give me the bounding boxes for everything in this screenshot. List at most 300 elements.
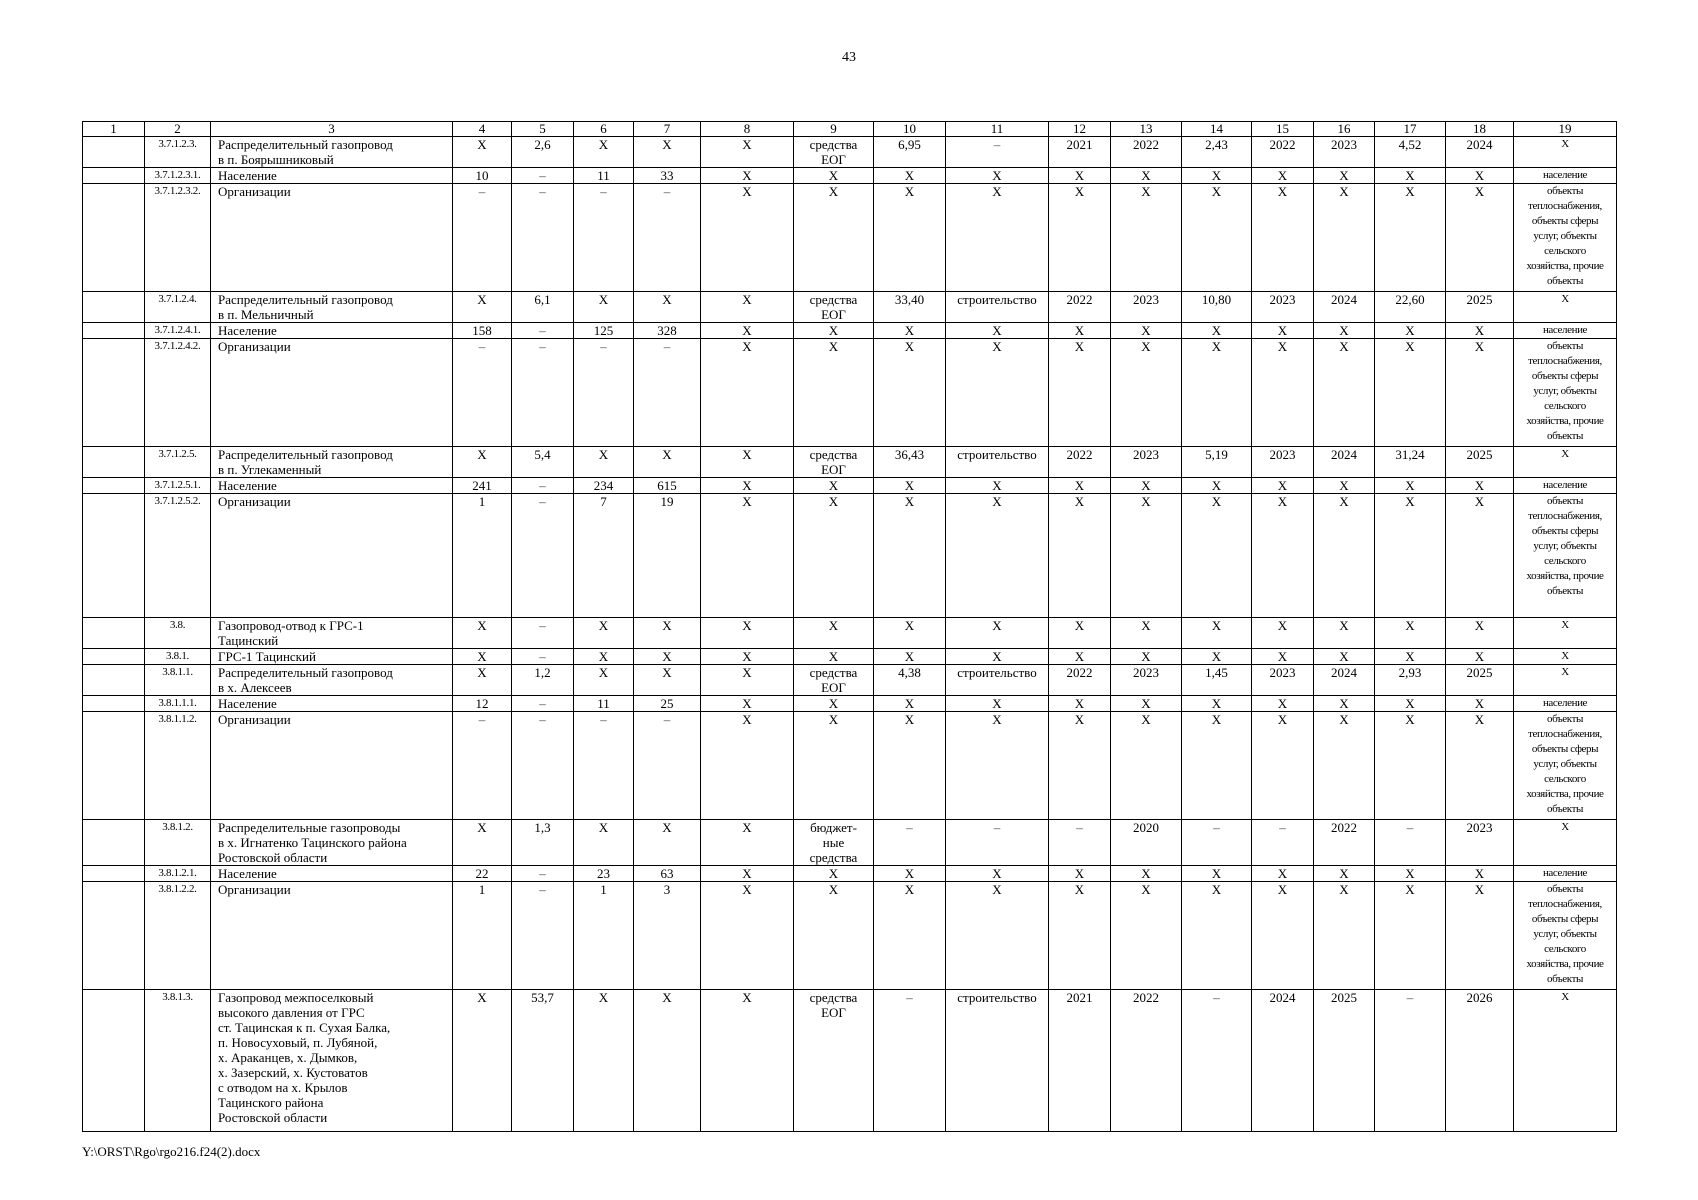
value-cell-col-17: 2,93 [1375, 665, 1446, 696]
value-cell-col-4: 1 [453, 882, 512, 990]
value-cell-col-4: 10 [453, 168, 512, 184]
value-cell-col-19: X [1514, 820, 1617, 866]
value-cell-col-19: население [1514, 866, 1617, 882]
value-cell-col-7: – [634, 712, 701, 820]
value-cell-col-12: X [1049, 168, 1111, 184]
value-cell-col-19: объекты теплоснабжения, объекты сферы услуг, объекты сельского хозяйства, прочие объекты [1514, 184, 1617, 292]
column-number-row [83, 122, 1617, 137]
value-cell-col-11: X [946, 494, 1049, 618]
row-name: Население [211, 323, 453, 339]
value-cell-col-12: X [1049, 323, 1111, 339]
value-cell-col-11: X [946, 478, 1049, 494]
value-cell-col-12: X [1049, 882, 1111, 990]
value-cell-col-8: X [701, 292, 794, 323]
value-cell-col-18: X [1446, 478, 1514, 494]
value-cell-col-15: X [1252, 478, 1314, 494]
column-number-cell: 11 [946, 122, 1049, 137]
value-cell-col-14: X [1182, 712, 1252, 820]
value-cell-col-7: X [634, 447, 701, 478]
value-cell-col-7: 63 [634, 866, 701, 882]
row-code: 3.7.1.2.3. [145, 137, 211, 168]
value-cell-col-13: 2022 [1111, 137, 1182, 168]
value-cell-col-8: X [701, 696, 794, 712]
value-cell-col-15: 2022 [1252, 137, 1314, 168]
value-cell-col-8: X [701, 649, 794, 665]
value-cell-col-16: 2023 [1314, 137, 1375, 168]
value-cell-col-4: X [453, 618, 512, 649]
value-cell-col-12: X [1049, 494, 1111, 618]
value-cell-col-18: X [1446, 323, 1514, 339]
value-cell-col-8: X [701, 494, 794, 618]
value-cell-col-9: X [794, 712, 874, 820]
value-cell-col-13: X [1111, 323, 1182, 339]
value-cell-col-14: 2,43 [1182, 137, 1252, 168]
col1-empty-cell [83, 990, 145, 1132]
value-cell-col-16: 2024 [1314, 665, 1375, 696]
value-cell-col-14: X [1182, 168, 1252, 184]
value-cell-col-4: – [453, 184, 512, 292]
row-code: 3.8.1.1.2. [145, 712, 211, 820]
value-cell-col-16: 2025 [1314, 990, 1375, 1132]
table-row [83, 712, 1617, 820]
value-cell-col-8: X [701, 339, 794, 447]
row-code: 3.7.1.2.3.2. [145, 184, 211, 292]
value-cell-col-8: X [701, 447, 794, 478]
value-cell-col-8: X [701, 866, 794, 882]
value-cell-col-19: X [1514, 618, 1617, 649]
row-name: Распределительный газопровод в п. Боярышниковый [211, 137, 453, 168]
value-cell-col-15: 2024 [1252, 990, 1314, 1132]
value-cell-col-15: X [1252, 323, 1314, 339]
value-cell-col-9: X [794, 866, 874, 882]
value-cell-col-11: X [946, 168, 1049, 184]
value-cell-col-12: X [1049, 618, 1111, 649]
value-cell-col-10: X [874, 712, 946, 820]
value-cell-col-16: 2022 [1314, 820, 1375, 866]
table-row [83, 292, 1617, 323]
value-cell-col-16: X [1314, 696, 1375, 712]
column-number-cell: 16 [1314, 122, 1375, 137]
value-cell-col-5: – [512, 339, 574, 447]
row-code: 3.8.1.2. [145, 820, 211, 866]
value-cell-col-10: – [874, 820, 946, 866]
table-row [83, 168, 1617, 184]
value-cell-col-9: X [794, 618, 874, 649]
value-cell-col-16: X [1314, 712, 1375, 820]
value-cell-col-6: X [574, 990, 634, 1132]
value-cell-col-9: бюджет- ные средства [794, 820, 874, 866]
value-cell-col-17: X [1375, 866, 1446, 882]
value-cell-col-6: X [574, 447, 634, 478]
value-cell-col-13: 2023 [1111, 665, 1182, 696]
value-cell-col-13: X [1111, 712, 1182, 820]
value-cell-col-19: X [1514, 649, 1617, 665]
row-name: Распределительный газопровод в п. Углекаменный [211, 447, 453, 478]
value-cell-col-11: X [946, 339, 1049, 447]
value-cell-col-9: средства ЕОГ [794, 137, 874, 168]
value-cell-col-13: 2023 [1111, 292, 1182, 323]
value-cell-col-6: X [574, 137, 634, 168]
value-cell-col-10: X [874, 184, 946, 292]
value-cell-col-10: X [874, 866, 946, 882]
value-cell-col-10: 36,43 [874, 447, 946, 478]
col1-empty-cell [83, 712, 145, 820]
value-cell-col-13: X [1111, 696, 1182, 712]
value-cell-col-18: 2026 [1446, 990, 1514, 1132]
value-cell-col-4: X [453, 665, 512, 696]
value-cell-col-8: X [701, 478, 794, 494]
value-cell-col-17: 31,24 [1375, 447, 1446, 478]
col1-empty-cell [83, 137, 145, 168]
column-number-cell: 14 [1182, 122, 1252, 137]
value-cell-col-13: X [1111, 649, 1182, 665]
col1-empty-cell [83, 292, 145, 323]
value-cell-col-18: X [1446, 712, 1514, 820]
row-name: Население [211, 168, 453, 184]
value-cell-col-11: X [946, 184, 1049, 292]
row-code: 3.8.1.1.1. [145, 696, 211, 712]
table-row [83, 184, 1617, 292]
value-cell-col-7: – [634, 339, 701, 447]
value-cell-col-12: 2022 [1049, 665, 1111, 696]
value-cell-col-19: X [1514, 990, 1617, 1132]
value-cell-col-12: – [1049, 820, 1111, 866]
value-cell-col-7: 19 [634, 494, 701, 618]
table-row [83, 696, 1617, 712]
row-name: ГРС-1 Тацинский [211, 649, 453, 665]
value-cell-col-6: 11 [574, 696, 634, 712]
row-code: 3.7.1.2.5. [145, 447, 211, 478]
value-cell-col-13: 2023 [1111, 447, 1182, 478]
value-cell-col-9: X [794, 478, 874, 494]
row-code: 3.7.1.2.4.2. [145, 339, 211, 447]
value-cell-col-5: 2,6 [512, 137, 574, 168]
value-cell-col-4: X [453, 990, 512, 1132]
value-cell-col-5: – [512, 478, 574, 494]
value-cell-col-13: 2020 [1111, 820, 1182, 866]
row-name: Население [211, 478, 453, 494]
value-cell-col-11: строительство [946, 990, 1049, 1132]
column-number-cell: 9 [794, 122, 874, 137]
column-number-cell: 4 [453, 122, 512, 137]
value-cell-col-5: – [512, 649, 574, 665]
value-cell-col-6: X [574, 618, 634, 649]
row-code: 3.8. [145, 618, 211, 649]
value-cell-col-9: X [794, 339, 874, 447]
value-cell-col-12: X [1049, 478, 1111, 494]
value-cell-col-12: X [1049, 184, 1111, 292]
footer-file-path: Y:\ORST\Rgo\rgo216.f24(2).docx [82, 1144, 261, 1159]
value-cell-col-18: X [1446, 649, 1514, 665]
table-row [83, 820, 1617, 866]
value-cell-col-8: X [701, 618, 794, 649]
value-cell-col-17: X [1375, 494, 1446, 618]
value-cell-col-10: X [874, 696, 946, 712]
value-cell-col-10: – [874, 990, 946, 1132]
value-cell-col-17: X [1375, 478, 1446, 494]
column-number-cell: 6 [574, 122, 634, 137]
value-cell-col-9: X [794, 184, 874, 292]
col1-empty-cell [83, 696, 145, 712]
value-cell-col-17: X [1375, 184, 1446, 292]
value-cell-col-7: X [634, 820, 701, 866]
value-cell-col-16: X [1314, 882, 1375, 990]
column-number-cell: 13 [1111, 122, 1182, 137]
col1-empty-cell [83, 665, 145, 696]
table-row [83, 494, 1617, 618]
column-number-cell: 18 [1446, 122, 1514, 137]
value-cell-col-11: строительство [946, 292, 1049, 323]
row-code: 3.7.1.2.4. [145, 292, 211, 323]
value-cell-col-7: X [634, 649, 701, 665]
value-cell-col-4: X [453, 820, 512, 866]
value-cell-col-18: X [1446, 618, 1514, 649]
value-cell-col-19: объекты теплоснабжения, объекты сферы услуг, объекты сельского хозяйства, прочие объекты [1514, 882, 1617, 990]
value-cell-col-5: – [512, 696, 574, 712]
value-cell-col-17: X [1375, 649, 1446, 665]
row-code: 3.8.1. [145, 649, 211, 665]
value-cell-col-19: X [1514, 447, 1617, 478]
value-cell-col-15: X [1252, 712, 1314, 820]
value-cell-col-9: X [794, 323, 874, 339]
value-cell-col-13: X [1111, 478, 1182, 494]
table-row [83, 478, 1617, 494]
value-cell-col-14: X [1182, 649, 1252, 665]
value-cell-col-12: 2021 [1049, 137, 1111, 168]
value-cell-col-8: X [701, 168, 794, 184]
value-cell-col-7: X [634, 137, 701, 168]
row-code: 3.7.1.2.5.2. [145, 494, 211, 618]
col1-empty-cell [83, 184, 145, 292]
value-cell-col-17: X [1375, 168, 1446, 184]
data-table [82, 121, 1617, 1132]
value-cell-col-17: X [1375, 618, 1446, 649]
value-cell-col-19: население [1514, 323, 1617, 339]
value-cell-col-14: X [1182, 339, 1252, 447]
table-row [83, 866, 1617, 882]
value-cell-col-14: X [1182, 866, 1252, 882]
col1-empty-cell [83, 494, 145, 618]
value-cell-col-9: X [794, 168, 874, 184]
value-cell-col-9: средства ЕОГ [794, 447, 874, 478]
column-number-cell: 19 [1514, 122, 1617, 137]
column-number-cell: 15 [1252, 122, 1314, 137]
value-cell-col-15: 2023 [1252, 292, 1314, 323]
value-cell-col-10: X [874, 339, 946, 447]
value-cell-col-6: 23 [574, 866, 634, 882]
value-cell-col-15: X [1252, 339, 1314, 447]
value-cell-col-19: объекты теплоснабжения, объекты сферы услуг, объекты сельского хозяйства, прочие объекты [1514, 339, 1617, 447]
value-cell-col-17: 4,52 [1375, 137, 1446, 168]
value-cell-col-17: – [1375, 820, 1446, 866]
value-cell-col-12: 2022 [1049, 292, 1111, 323]
value-cell-col-6: 1 [574, 882, 634, 990]
value-cell-col-15: X [1252, 882, 1314, 990]
value-cell-col-5: 1,2 [512, 665, 574, 696]
value-cell-col-11: – [946, 820, 1049, 866]
value-cell-col-16: X [1314, 184, 1375, 292]
value-cell-col-17: X [1375, 696, 1446, 712]
row-name: Газопровод-отвод к ГРС-1 Тацинский [211, 618, 453, 649]
value-cell-col-18: X [1446, 168, 1514, 184]
value-cell-col-11: X [946, 323, 1049, 339]
row-code: 3.8.1.2.1. [145, 866, 211, 882]
value-cell-col-6: 7 [574, 494, 634, 618]
value-cell-col-4: X [453, 649, 512, 665]
value-cell-col-18: X [1446, 882, 1514, 990]
value-cell-col-14: – [1182, 990, 1252, 1132]
row-name: Организации [211, 712, 453, 820]
col1-empty-cell [83, 866, 145, 882]
value-cell-col-12: X [1049, 866, 1111, 882]
value-cell-col-16: X [1314, 339, 1375, 447]
value-cell-col-11: X [946, 866, 1049, 882]
value-cell-col-11: X [946, 882, 1049, 990]
value-cell-col-12: X [1049, 339, 1111, 447]
value-cell-col-17: 22,60 [1375, 292, 1446, 323]
value-cell-col-9: X [794, 882, 874, 990]
value-cell-col-10: X [874, 323, 946, 339]
value-cell-col-14: 1,45 [1182, 665, 1252, 696]
value-cell-col-16: X [1314, 478, 1375, 494]
value-cell-col-10: 4,38 [874, 665, 946, 696]
value-cell-col-8: X [701, 184, 794, 292]
value-cell-col-5: – [512, 184, 574, 292]
value-cell-col-7: X [634, 292, 701, 323]
value-cell-col-8: X [701, 665, 794, 696]
value-cell-col-5: – [512, 866, 574, 882]
value-cell-col-18: X [1446, 339, 1514, 447]
value-cell-col-5: 53,7 [512, 990, 574, 1132]
value-cell-col-14: X [1182, 494, 1252, 618]
value-cell-col-6: X [574, 649, 634, 665]
value-cell-col-18: 2023 [1446, 820, 1514, 866]
value-cell-col-16: X [1314, 168, 1375, 184]
value-cell-col-12: 2022 [1049, 447, 1111, 478]
value-cell-col-11: – [946, 137, 1049, 168]
value-cell-col-10: X [874, 168, 946, 184]
value-cell-col-18: 2025 [1446, 665, 1514, 696]
value-cell-col-7: 25 [634, 696, 701, 712]
value-cell-col-19: объекты теплоснабжения, объекты сферы услуг, объекты сельского хозяйства, прочие объекты [1514, 494, 1617, 618]
value-cell-col-19: X [1514, 292, 1617, 323]
row-name: Организации [211, 339, 453, 447]
col1-empty-cell [83, 820, 145, 866]
value-cell-col-7: 615 [634, 478, 701, 494]
row-name: Организации [211, 494, 453, 618]
value-cell-col-11: строительство [946, 447, 1049, 478]
value-cell-col-18: X [1446, 866, 1514, 882]
page-number: 43 [842, 50, 856, 65]
row-name: Распределительный газопровод в п. Мельничный [211, 292, 453, 323]
value-cell-col-13: X [1111, 618, 1182, 649]
col1-empty-cell [83, 649, 145, 665]
value-cell-col-6: X [574, 292, 634, 323]
value-cell-col-15: X [1252, 168, 1314, 184]
table-row [83, 323, 1617, 339]
value-cell-col-15: 2023 [1252, 447, 1314, 478]
value-cell-col-13: X [1111, 168, 1182, 184]
value-cell-col-18: X [1446, 184, 1514, 292]
value-cell-col-15: X [1252, 494, 1314, 618]
value-cell-col-11: строительство [946, 665, 1049, 696]
table-row [83, 990, 1617, 1132]
table-row [83, 882, 1617, 990]
value-cell-col-9: X [794, 696, 874, 712]
value-cell-col-10: X [874, 494, 946, 618]
row-name: Организации [211, 882, 453, 990]
row-code: 3.8.1.2.2. [145, 882, 211, 990]
value-cell-col-8: X [701, 137, 794, 168]
value-cell-col-6: 234 [574, 478, 634, 494]
value-cell-col-5: 5,4 [512, 447, 574, 478]
value-cell-col-18: 2025 [1446, 447, 1514, 478]
value-cell-col-8: X [701, 323, 794, 339]
value-cell-col-14: X [1182, 618, 1252, 649]
value-cell-col-10: X [874, 618, 946, 649]
value-cell-col-16: X [1314, 866, 1375, 882]
value-cell-col-19: население [1514, 478, 1617, 494]
row-name: Газопровод межпоселковый высокого давления от ГРС ст. Тацинская к п. Сухая Балка, п. Новосуховый, п. Лубяной, х. Араканцев, х. Дымков, х. Зазерский, х. Кустоватов с отводом на х. Крылов Тацинского района Ростовской области [211, 990, 453, 1132]
value-cell-col-17: X [1375, 323, 1446, 339]
value-cell-col-13: 2022 [1111, 990, 1182, 1132]
value-cell-col-14: 5,19 [1182, 447, 1252, 478]
value-cell-col-6: X [574, 665, 634, 696]
table-row [83, 665, 1617, 696]
value-cell-col-15: X [1252, 618, 1314, 649]
value-cell-col-12: 2021 [1049, 990, 1111, 1132]
value-cell-col-11: X [946, 696, 1049, 712]
value-cell-col-12: X [1049, 696, 1111, 712]
value-cell-col-4: X [453, 292, 512, 323]
value-cell-col-9: средства ЕОГ [794, 665, 874, 696]
column-number-cell: 1 [83, 122, 145, 137]
value-cell-col-16: 2024 [1314, 447, 1375, 478]
col1-empty-cell [83, 323, 145, 339]
value-cell-col-14: – [1182, 820, 1252, 866]
value-cell-col-5: – [512, 712, 574, 820]
value-cell-col-4: 22 [453, 866, 512, 882]
value-cell-col-4: X [453, 447, 512, 478]
value-cell-col-4: – [453, 712, 512, 820]
value-cell-col-11: X [946, 712, 1049, 820]
value-cell-col-11: X [946, 618, 1049, 649]
value-cell-col-5: 6,1 [512, 292, 574, 323]
value-cell-col-13: X [1111, 339, 1182, 447]
value-cell-col-6: 125 [574, 323, 634, 339]
value-cell-col-16: X [1314, 494, 1375, 618]
value-cell-col-4: – [453, 339, 512, 447]
value-cell-col-4: 241 [453, 478, 512, 494]
col1-empty-cell [83, 882, 145, 990]
value-cell-col-19: объекты теплоснабжения, объекты сферы услуг, объекты сельского хозяйства, прочие объекты [1514, 712, 1617, 820]
value-cell-col-14: X [1182, 696, 1252, 712]
column-number-cell: 12 [1049, 122, 1111, 137]
row-code: 3.7.1.2.5.1. [145, 478, 211, 494]
value-cell-col-12: X [1049, 712, 1111, 820]
row-code: 3.8.1.1. [145, 665, 211, 696]
value-cell-col-14: X [1182, 882, 1252, 990]
col1-empty-cell [83, 168, 145, 184]
value-cell-col-5: – [512, 494, 574, 618]
col1-empty-cell [83, 339, 145, 447]
value-cell-col-17: X [1375, 712, 1446, 820]
value-cell-col-18: X [1446, 696, 1514, 712]
value-cell-col-5: 1,3 [512, 820, 574, 866]
value-cell-col-15: X [1252, 184, 1314, 292]
row-code: 3.7.1.2.3.1. [145, 168, 211, 184]
value-cell-col-12: X [1049, 649, 1111, 665]
